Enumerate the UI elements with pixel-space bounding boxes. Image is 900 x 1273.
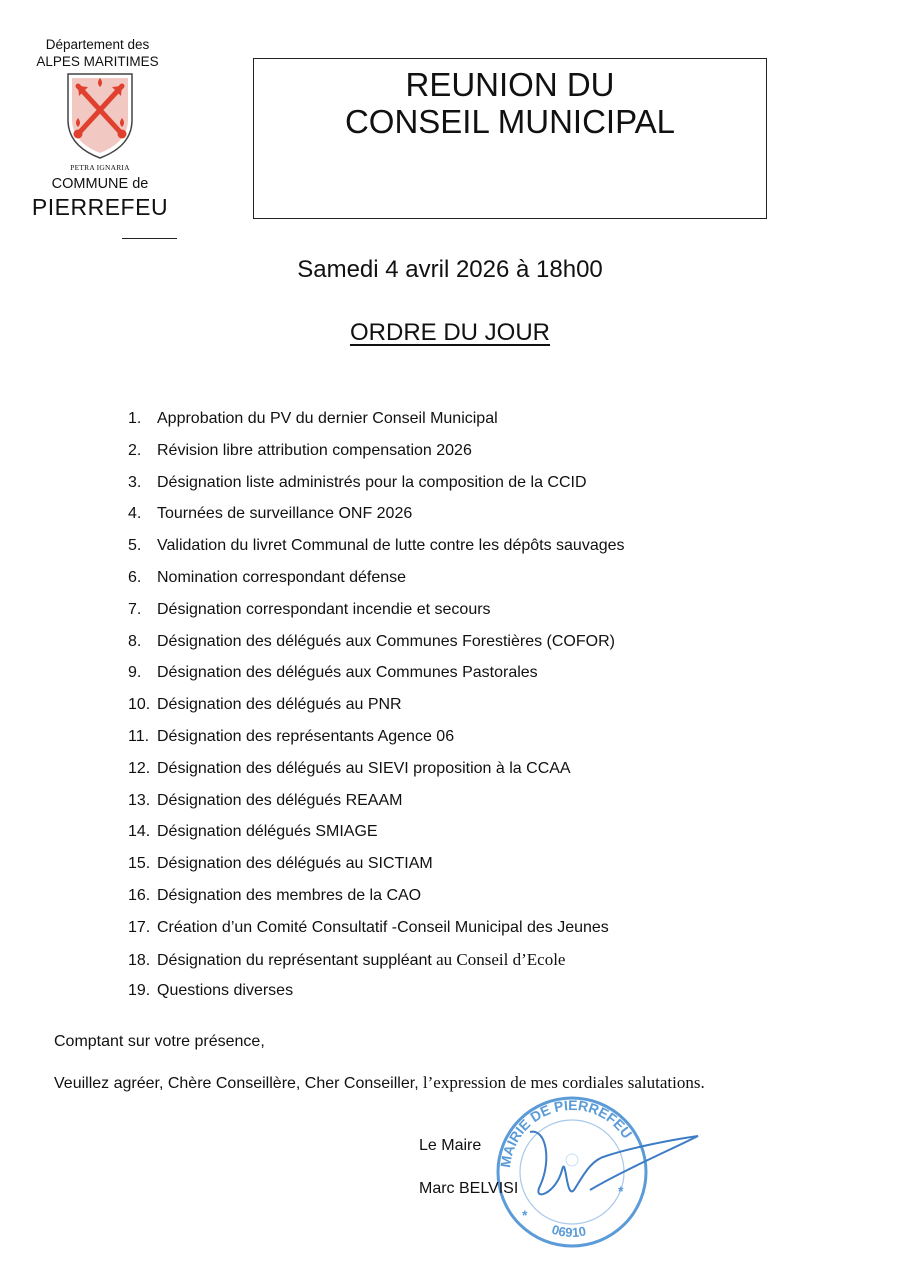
header-divider [122,238,177,239]
agenda-item [128,946,625,978]
closing-line2-text: Veuillez agréer, Chère Conseillère, Cher Conseiller, [54,1075,419,1092]
agenda-item-text: Désignation des délégués au PNR [157,696,402,714]
agenda-item [128,564,625,596]
agenda-item [128,628,625,660]
agenda-item-number: 1. [128,410,142,427]
agenda-item [128,977,625,1009]
commune-name: PIERREFEU [31,194,169,220]
agenda-item [128,914,625,946]
agenda-item-number: 8. [128,632,142,650]
agenda-item-number: 15. [128,855,151,873]
stamp-text-bottom: 06910 [550,1221,588,1240]
agenda-item-text: Désignation du représentant suppléant [157,951,432,969]
agenda-item [128,500,625,532]
agenda-item-number: 3. [128,473,142,491]
agenda-item [128,787,625,819]
agenda-item-text: Désignation des délégués au SIEVI proposition à la CCAA [157,759,571,777]
agenda-item-text: Désignation des délégués aux Communes Forestières (COFOR) [157,632,615,650]
agenda-item-text: Révision libre attribution compensation 2026 [157,441,472,459]
agenda-item [128,850,625,882]
agenda-item-number: 6. [128,568,142,586]
closing-line1: Comptant sur votre présence, [54,1033,265,1050]
commune-label: COMMUNE de [51,176,149,192]
agenda-item-number: 14. [128,823,151,841]
signatory-name: Marc BELVISI [419,1180,519,1197]
agenda-item [128,405,625,437]
agenda-item-number: 12. [128,759,151,777]
agenda-item-text: Désignation des délégués aux Communes Pastorales [157,664,538,682]
agenda-item-number: 4. [128,505,142,523]
agenda-item [128,469,625,501]
closing-line2-serif: l’expression de mes cordiales salutations. [418,1073,705,1092]
agenda-item [128,437,625,469]
department-label [20,36,175,70]
agenda-item-number: 18. [128,951,151,969]
agenda-item [128,818,625,850]
svg-text:*: * [618,1183,624,1199]
agenda-item [128,723,625,755]
agenda-item-number: 7. [128,600,142,618]
stamp-text-top: MAIRIE DE PIERREFEU [497,1096,636,1169]
agenda-item-text: Désignation des représentants Agence 06 [157,727,455,745]
agenda-item [128,691,625,723]
signatory-title: Le Maire [419,1137,482,1154]
agenda-item-number: 11. [128,727,150,745]
agenda-item-text: Désignation des délégués REAAM [157,791,403,809]
agenda-item-number: 9. [128,664,142,682]
agenda-item-text: Validation du livret Communal de lutte contre les dépôts sauvages [157,537,625,555]
agenda-item-text: Désignation délégués SMIAGE [157,823,378,841]
department-line1: Département des [45,37,150,52]
agenda-item-text: Questions diverses [157,982,294,1000]
agenda-heading: ORDRE DU JOUR [349,319,550,346]
agenda-item-text: Tournées de surveillance ONF 2026 [157,505,413,523]
department-line2: ALPES MARITIMES [36,54,159,69]
mairie-stamp-icon [470,1090,710,1260]
agenda-item-text: Nomination correspondant défense [157,568,407,586]
title-line1: REUNION DU [405,66,615,103]
agenda-item-text: Désignation des membres de la CAO [157,886,422,904]
agenda-item [128,532,625,564]
crest-motto: PETRA IGNARIA [70,163,130,172]
agenda-item [128,882,625,914]
coat-of-arms-icon [64,70,136,162]
agenda-item-number: 13. [128,791,151,809]
agenda-item-number: 2. [128,441,142,459]
agenda-item-number: 17. [128,918,151,936]
document-title [253,66,767,140]
agenda-item-text: Création d’un Comité Consultatif -Conseil Municipal des Jeunes [157,918,609,936]
agenda-list [128,405,625,1009]
agenda-item-number: 5. [128,537,142,555]
agenda-item-text: Approbation du PV du dernier Conseil Municipal [157,410,498,427]
svg-text:*: * [522,1207,528,1223]
agenda-item-text: Désignation liste administrés pour la composition de la CCID [157,473,587,491]
agenda-item-number: 16. [128,886,151,904]
meeting-date: Samedi 4 avril 2026 à 18h00 [297,256,603,283]
agenda-item-text: Désignation des délégués au SICTIAM [157,855,433,873]
agenda-item [128,755,625,787]
agenda-item [128,596,625,628]
agenda-item-number: 10. [128,696,151,714]
agenda-item-number: 19. [128,982,151,1000]
title-line2: CONSEIL MUNICIPAL [344,103,676,140]
agenda-item-text: Désignation correspondant incendie et secours [157,600,491,618]
agenda-item-text-serif: au Conseil d’Ecole [431,949,566,969]
agenda-item [128,659,625,691]
